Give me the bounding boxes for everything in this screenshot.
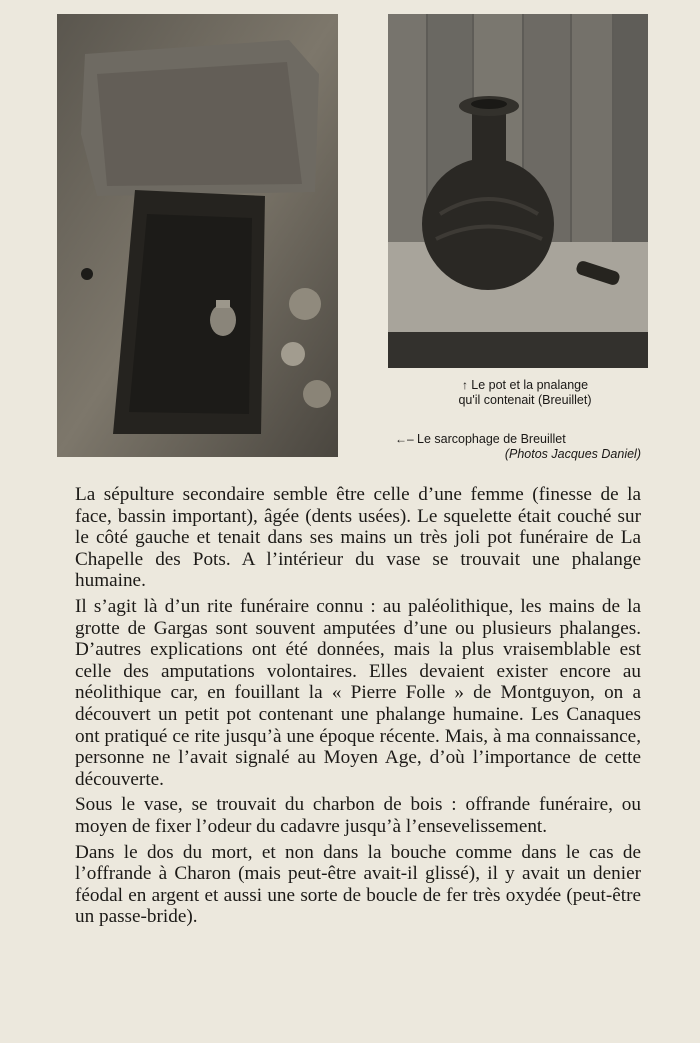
sarcophagus-caption bbox=[395, 432, 645, 462]
pot-caption-line2: qu'il contenait (Breuillet) bbox=[458, 393, 592, 407]
paragraph: La sépulture secondaire semble être celle d’une femme (finesse de la face, bassin important), âgée (dents usées). Le squelette était couché sur le côté gauche et tenait dans ses mains un très joli pot funéraire de La Chapelle des Pots. A l’intérieur du vase se trouvait une phalange humaine. bbox=[75, 484, 641, 592]
pot-caption-line1: Le pot et la pnalange bbox=[471, 378, 589, 392]
pot-caption bbox=[420, 378, 630, 408]
paragraph: Il s’agit là d’un rite funéraire connu : au paléolithique, les mains de la grotte de Gargas sont souvent amputées d’une ou plusieurs phalanges. D’autres explications ont été données, mais la plus vraisemblable est celle des amputations volontaires. Elles devaient exister encore au néolithique car, en fouillant la « Pierre Folle » de Montguyon, on a découvert un petit pot contenant une phalange humaine. Les Canaques ont pratiqué ce rite jusqu’à une époque récente. Mais, à ma connaissance, personne ne l’avait signalé au Moyen Age, d’où l’importance de cette découverte. bbox=[75, 595, 641, 790]
sarcophagus-photo bbox=[57, 14, 338, 457]
sarcophagus-caption-text: Le sarcophage de Breuillet bbox=[417, 432, 566, 446]
photo-credit: (Photos Jacques Daniel) bbox=[504, 447, 641, 461]
pot-photo bbox=[388, 14, 648, 368]
article-body bbox=[75, 484, 641, 932]
arrow-up-icon: ↑ bbox=[461, 378, 472, 392]
arrow-left-icon: ←– bbox=[395, 432, 418, 446]
paragraph: Sous le vase, se trouvait du charbon de bois : offrande funéraire, ou moyen de fixer l’odeur du cadavre jusqu’à l’ensevelissement. bbox=[75, 794, 641, 837]
paragraph: Dans le dos du mort, et non dans la bouche comme dans le cas de l’offrande à Charon (mais peut-être avait-il glissé), il y avait un denier féodal en argent et aussi une sorte de boucle de fer très oxydée (peut-être un passe-bride). bbox=[75, 841, 641, 928]
